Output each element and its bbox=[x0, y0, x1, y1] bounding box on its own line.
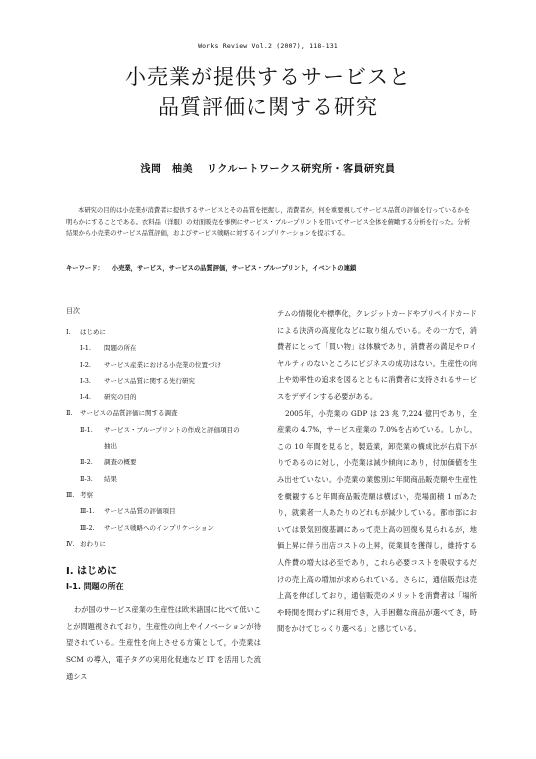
toc-item-number: Ⅲ-2. bbox=[80, 523, 95, 532]
toc-item-label: はじめに bbox=[80, 328, 106, 336]
title-line-2: 品質評価に関する研究 bbox=[158, 95, 378, 119]
left-column bbox=[66, 306, 261, 685]
toc-item-number: Ⅰ-2. bbox=[80, 360, 91, 369]
toc-item-label: 考察 bbox=[80, 490, 93, 499]
toc-item-number: Ⅱ-2. bbox=[80, 458, 93, 467]
toc-heading: 目次 bbox=[66, 307, 80, 315]
title-line-1: 小売業が提供するサービスと bbox=[125, 65, 411, 89]
toc-item-number: Ⅰ-4. bbox=[80, 393, 91, 402]
right-column bbox=[277, 306, 477, 638]
toc-item bbox=[66, 389, 261, 405]
toc-item bbox=[66, 405, 261, 421]
body-paragraph: わが国のサービス産業の生産性は欧米諸国に比べて低いことが問題視されており，生産性の向上やイノベーションが待望されている。生産性を向上させる方策として，小売業は SCM の導入，電子タグの実用化促進など IT を活用した流通シス bbox=[66, 605, 261, 681]
toc-item-label: 調査の概要 bbox=[104, 458, 137, 467]
keywords-label: キーワード： bbox=[66, 265, 104, 272]
author-affiliation: リクルートワークス研究所・客員研究員 bbox=[207, 164, 396, 175]
toc-item-label: サービス戦略へのインプリケーション bbox=[104, 523, 214, 532]
toc-item-label: サービスの品質評価に関する調査 bbox=[80, 409, 178, 418]
toc-item bbox=[66, 324, 261, 340]
toc-item bbox=[66, 438, 261, 454]
toc-item-label: 抽出 bbox=[104, 442, 117, 451]
toc-item-number: Ⅱ. bbox=[66, 409, 73, 418]
toc-item bbox=[66, 471, 261, 487]
toc-item bbox=[66, 503, 261, 519]
toc-item bbox=[66, 357, 261, 373]
toc-item-label: サービス産業における小売業の位置づけ bbox=[104, 360, 221, 369]
toc-item-number: Ⅲ-1. bbox=[80, 507, 95, 516]
body-paragraph-gdp: 2005年，小売業の GDP は 23 兆 7,224 億円であり，全産業の 4.7%，サービス産業の 7.0%を占めている。しかし，この 10 年間を見ると，製造業，卸売業の構成比が右肩下がりであるのに対し，小売業は減少傾向にあり，付加価値を生み出せていない。小売業の業態別に年間商品販売額や生産性を概観すると年間商品販売額は横ばい，売場面積 1 ㎡あたり，就業者一人あたりのどれもが減少している。都市部においては景気回復基調にあって売上高の回復も見られるが，地価上昇に伴う出店コストの上昇，従業員を獲得し，維持する人件費の増大は必至であり，これら必要コストを吸収するだけの売上高の増加が求められている。さらに，通信販売は売上高を伸ばしており，通信販売のメリットを消費者は「場所や時間を問わずに利用でき，入手困難な商品が選べてき，時間をかけてじっくり選べる」と感じている。 bbox=[277, 408, 477, 634]
toc-item bbox=[66, 487, 261, 503]
toc-item bbox=[66, 536, 261, 552]
author-line bbox=[0, 160, 536, 175]
toc-item-label: おわりに bbox=[80, 539, 106, 548]
toc-item-number: Ⅱ-1. bbox=[80, 425, 93, 434]
section-heading: Ⅰ. はじめに bbox=[66, 566, 118, 578]
toc-item-number: Ⅰ-1. bbox=[80, 344, 91, 353]
toc-item bbox=[66, 373, 261, 389]
paper-title bbox=[0, 62, 536, 122]
toc-item-number: Ⅲ. bbox=[66, 490, 75, 499]
toc-item bbox=[66, 520, 261, 536]
toc-item-label: 研究の目的 bbox=[104, 393, 137, 402]
toc-item bbox=[66, 454, 261, 470]
toc-item-label: サービス品質に関する先行研究 bbox=[104, 376, 195, 385]
toc-item-label: 問題の所在 bbox=[104, 344, 137, 353]
toc-item-label: サービス品質の評価項目 bbox=[104, 507, 176, 516]
toc-item-label: サービス・ブループリントの作成と評価項目の bbox=[104, 425, 240, 434]
toc-item-label: 結果 bbox=[104, 474, 117, 483]
toc-item-number: Ⅰ-3. bbox=[80, 376, 91, 385]
keywords-text: 小売業，サービス，サービスの品質評価，サービス・ブループリント，イベントの連鎖 bbox=[111, 265, 357, 272]
toc-item-number: Ⅱ-3. bbox=[80, 474, 93, 483]
toc-item bbox=[66, 340, 261, 356]
table-of-contents bbox=[66, 324, 261, 552]
toc-item-number: Ⅳ. bbox=[66, 539, 75, 548]
author-name: 浅岡 柚美 bbox=[140, 164, 194, 175]
toc-item-number: Ⅰ. bbox=[66, 328, 71, 336]
running-head: Works Review Vol.2 (2007), 118-131 bbox=[198, 42, 338, 50]
body-paragraph-continued: テムの情報化や標準化，クレジットカードやプリペイドカードによる決済の高度化などに取り組んでいる。その一方で，消費者にとって「買い物」は体験であり，消費者の満足やロイヤルティのないところにビジネスの成功はない。生産性の向上や効率性の追求を図るとともに消費者に支持されるサービスをデザインする必要がある。 bbox=[277, 309, 477, 401]
toc-item bbox=[66, 422, 261, 438]
abstract: 本研究の目的は小売業が消費者に提供するサービスとその品質を把握し，消費者が，何を重要視してサービス品質の評価を行っているかを明らかにすることである。衣料品（洋服）の対面販売を事例にサービス・ブループリントを用いてサービス全体を俯瞰する分析を行った。分析結果から小売業のサービス品質評価，およびサービス戦略に対するインプリケーションを提示する。 bbox=[66, 207, 470, 237]
subsection-heading: Ⅰ-1. 問題の所在 bbox=[66, 582, 124, 592]
keywords bbox=[66, 263, 470, 272]
